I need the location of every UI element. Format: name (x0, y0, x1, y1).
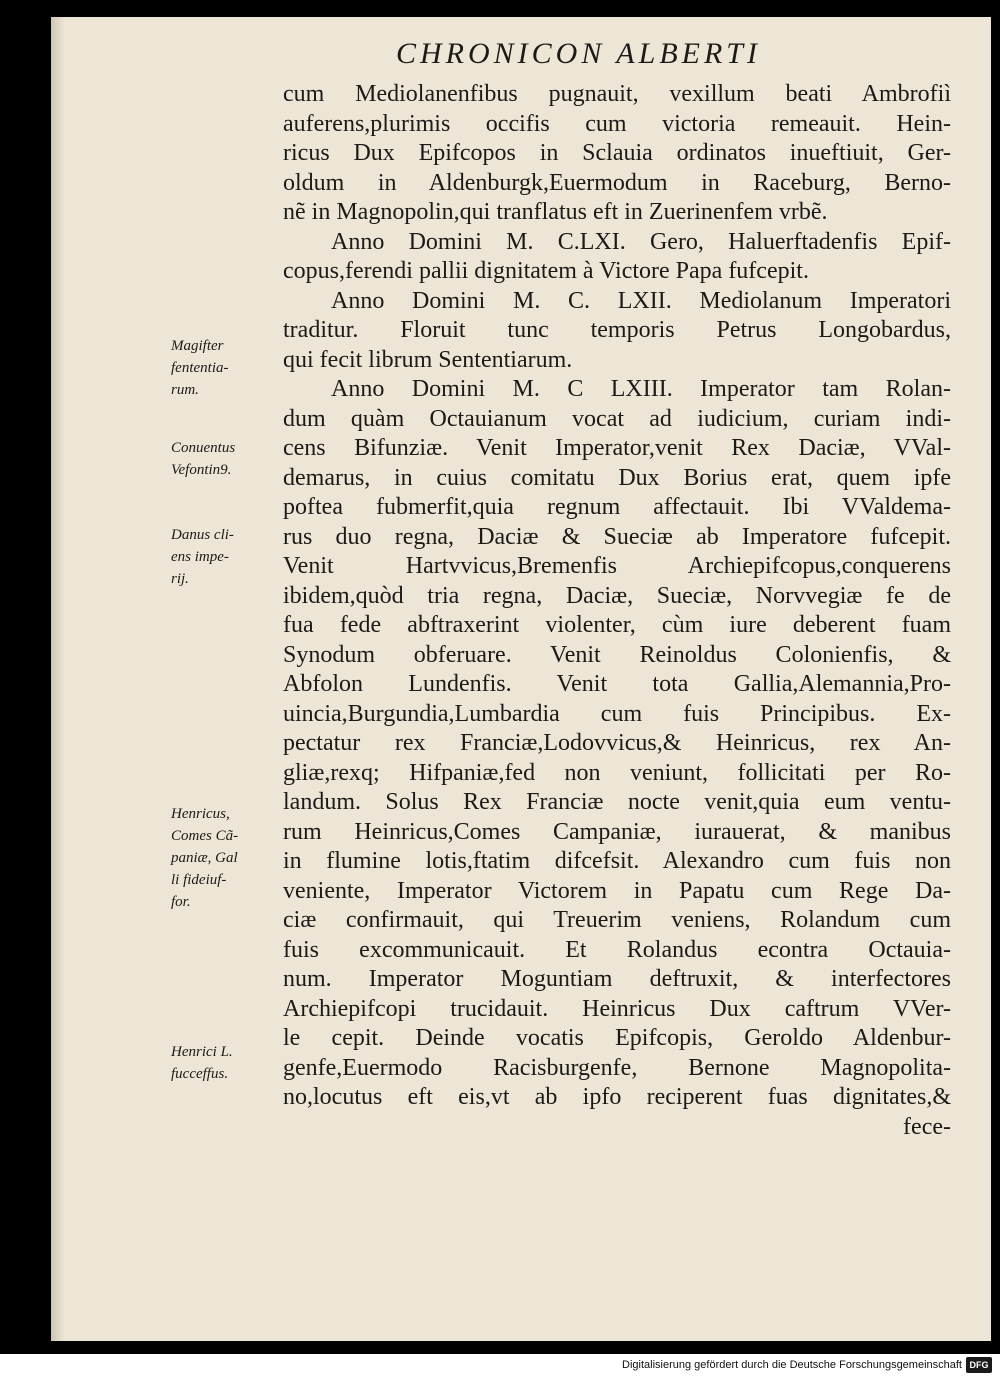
text-line: Anno Domini M. C LXIII. Imperator tam Rolan- (331, 376, 951, 402)
text-line: fece- (903, 1113, 951, 1140)
margin-note-magister (171, 335, 281, 401)
margin-note-line: li fideiuf- (171, 872, 227, 888)
text-line: cum Mediolanenfibus pugnauit, vexillum beati Ambrofiì (283, 81, 951, 107)
margin-note-henrici-successus (171, 1041, 281, 1085)
text-line: Abfolon Lundenfis. Venit tota Gallia,Alemannia,Pro- (283, 671, 951, 697)
page-binding-shadow (51, 17, 65, 1341)
text-line: Archiepifcopi trucidauit. Heinricus Dux caftrum VVer- (283, 995, 951, 1022)
text-line: demarus, in cuius comitatu Dux Borius erat, quem ipfe (283, 464, 951, 491)
text-line: landum. Solus Rex Franciæ nocte venit,quia eum ventu- (283, 789, 951, 815)
margin-note-conventus (171, 437, 281, 481)
text-line: Synodum obferuare. Venit Reinoldus Colonienfis, & (283, 641, 951, 668)
book-page (51, 17, 991, 1341)
text-line: qui fecit librum Sententiarum. (283, 346, 573, 373)
text-line: Venit Hartvvicus,Bremenfis Archiepifcopus,conquerens (283, 553, 951, 579)
margin-note-line: Henricus, (171, 806, 230, 822)
text-line: uincia,Burgundia,Lumbardia cum fuis Principibus. Ex- (283, 700, 951, 727)
text-line: ibidem,quòd tria regna, Daciæ, Sueciæ, Norvvegiæ fe de (283, 582, 951, 609)
margin-note-henricus-comes (171, 803, 281, 913)
margin-note-line: Comes Cã- (171, 828, 239, 844)
text-line: poftea fubmerfit,quia regnum affectauit. Ibi VValdema- (283, 494, 951, 520)
margin-note-line: Henrici L. (171, 1044, 233, 1060)
text-line: cens Bifunziæ. Venit Imperator,venit Rex Daciæ, VVal- (283, 435, 951, 461)
text-line: oldum in Aldenburgk,Euermodum in Raceburg, Berno- (283, 169, 951, 196)
running-title: CHRONICON ALBERTI (396, 37, 761, 70)
text-line: veniente, Imperator Victorem in Papatu cum Rege Da- (283, 877, 951, 904)
text-line: fuis excommunicauit. Et Rolandus econtra Octauia- (283, 936, 951, 963)
text-line: ricus Dux Epifcopos in Sclauia ordinatos inueftiuit, Ger- (283, 140, 951, 166)
margin-note-line: Danus cli- (171, 527, 234, 543)
text-line: genfe,Euermodo Racisburgenfe, Bernone Magnopolita- (283, 1054, 951, 1081)
margin-note-line: Conuentus (171, 440, 236, 456)
text-line: num. Imperator Moguntiam deftruxit, & interfectores (283, 966, 951, 992)
text-line: gliæ,rexq; Hifpaniæ,fed non veniunt, follicitati per Ro- (283, 759, 951, 786)
text-line: rus duo regna, Daciæ & Sueciæ ab Imperatore fufcepit. (283, 523, 951, 550)
text-line: in flumine lotis,ftatim difcefsit. Alexandro cum fuis non (283, 848, 951, 874)
margin-note-line: rum. (171, 382, 199, 398)
margin-note-line: fententia- (171, 360, 229, 376)
text-line: traditur. Floruit tunc temporis Petrus Longobardus, (283, 317, 951, 343)
digitization-footer (0, 1354, 1000, 1378)
text-line: le cepit. Deinde vocatis Epifcopis, Geroldo Aldenbur- (283, 1025, 951, 1051)
text-line: copus,ferendi pallii dignitatem à Victore Papa fufcepit. (283, 258, 809, 284)
text-line: no,locutus eft eis,vt ab ipfo reciperent fuas dignitates,& (283, 1084, 951, 1110)
margin-note-line: rij. (171, 571, 189, 587)
text-line: nẽ in Magnopolin,qui tranflatus eft in Zuerinenfem vrbẽ. (283, 199, 828, 225)
margin-note-line: fucceffus. (171, 1066, 229, 1082)
text-line: fua fede abftraxerint violenter, cùm iure deberent fuam (283, 612, 951, 638)
margin-note-line: Magifter (171, 338, 224, 354)
text-line: rum Heinricus,Comes Campaniæ, iurauerat, & manibus (283, 818, 951, 845)
text-line: auferens,plurimis occifis cum victoria remeauit. Hein- (283, 110, 951, 137)
margin-note-line: Vefontin9. (171, 462, 232, 478)
text-line: ciæ confirmauit, qui Treuerim veniens, Rolandum cum (283, 907, 951, 933)
text-line: Anno Domini M. C. LXII. Mediolanum Imperatori (331, 287, 951, 314)
footer-credit: Digitalisierung gefördert durch die Deutsche Forschungsgemeinschaft (622, 1359, 962, 1371)
margin-note-line: ens impe- (171, 549, 229, 565)
margin-note-line: for. (171, 894, 191, 910)
margin-note-danus (171, 524, 281, 590)
text-line: pectatur rex Franciæ,Lodovvicus,& Heinricus, rex An- (283, 730, 951, 756)
margin-note-line: paniæ, Gal (171, 850, 238, 866)
text-line: Anno Domini M. C.LXI. Gero, Haluerftadenfis Epif- (331, 228, 951, 255)
text-line: dum quàm Octauianum vocat ad iudicium, curiam indi- (283, 405, 951, 432)
dfg-logo-icon: DFG (966, 1357, 992, 1373)
